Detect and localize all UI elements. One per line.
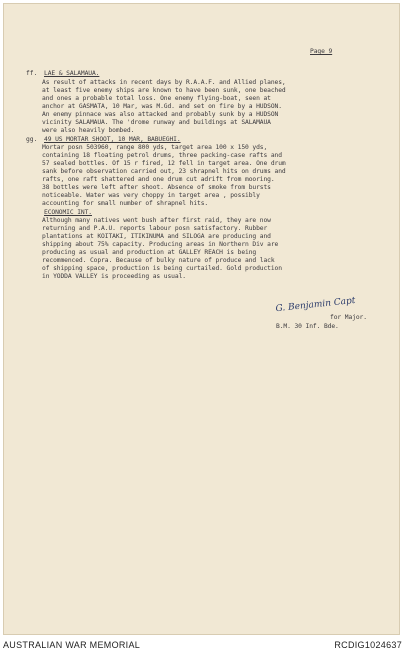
body-line: accounting for small number of shrapnel hits. [42, 200, 209, 207]
body-line: 38 bottles were left after shoot. Absence of smoke from bursts [42, 184, 271, 191]
body-line: 57 sealed bottles. Of 15 r fired, 12 fell in target area. One drum [42, 160, 286, 167]
body-line: at least five enemy ships are known to have been sunk, one beached [42, 87, 286, 94]
body-line: producing as usual and production at GALLEY REACH is being [42, 249, 257, 256]
body-line: sank before observation carried out, 23 shrapnel hits on drums and [42, 168, 286, 175]
body-line: plantations at KOITAKI, ITIKINUMA and SILOGA are producing and [42, 233, 271, 240]
section-label: gg. [26, 136, 38, 143]
body-line: of shipping space, production is being curtailed. Gold production [42, 265, 282, 272]
body-line: in YODDA VALLEY is proceeding as usual. [42, 273, 186, 280]
signature-unit-line: B.M. 30 Inf. Bde. [276, 323, 339, 330]
body-line: were also heavily bombed. [42, 127, 135, 134]
body-line: vicinity SALAMAUA. The 'drome runway and buildings at SALAMAUA [42, 119, 271, 126]
document-sheet [3, 3, 400, 635]
footer-archive-name: AUSTRALIAN WAR MEMORIAL [3, 640, 141, 650]
section-heading: ECONOMIC INT. [44, 209, 92, 216]
body-line: rafts, one raft shattered and one drum cut adrift from mooring. [42, 176, 275, 183]
body-line: anchor at GASMATA, 10 Mar, was M.Gd. and set on fire by a HUDSON. [42, 103, 282, 110]
footer-record-id: RCDIG1024637 [334, 640, 402, 650]
page-number: Page 9 [310, 48, 333, 55]
body-line: and ones a probable total loss. One enemy flying-boat, seen at [42, 95, 271, 102]
section-label: ff. [26, 70, 38, 77]
body-line: containing 18 floating petrol drums, three packing-case rafts and [42, 152, 282, 159]
body-line: Mortar posn 503960, range 800 yds, target area 100 x 150 yds, [42, 144, 268, 151]
body-line: returning and P.A.U. reports labour posn satisfactory. Rubber [42, 225, 268, 232]
body-line: noticeable. Water was very choppy in target area , possibly [42, 192, 260, 199]
body-line: shipping about 75% capacity. Producing areas in Northern Div are [42, 241, 279, 248]
body-line: As result of attacks in recent days by R.A.A.F. and Allied planes, [42, 79, 286, 86]
body-line: An enemy pinnace was also attacked and probably sunk by a HUDSON [42, 111, 279, 118]
body-line: recommenced. Copra. Because of bulky nature of produce and lack [42, 257, 275, 264]
body-line: Although many natives went bush after first raid, they are now [42, 217, 271, 224]
section-heading: LAE & SALAMAUA. [44, 70, 100, 77]
section-heading: 49 US MORTAR SHOOT, 10 MAR, BABUEGHI. [44, 136, 181, 143]
handwritten-signature: G. Benjamin Capt [275, 295, 356, 315]
signature-for-line: for Major. [330, 314, 367, 321]
